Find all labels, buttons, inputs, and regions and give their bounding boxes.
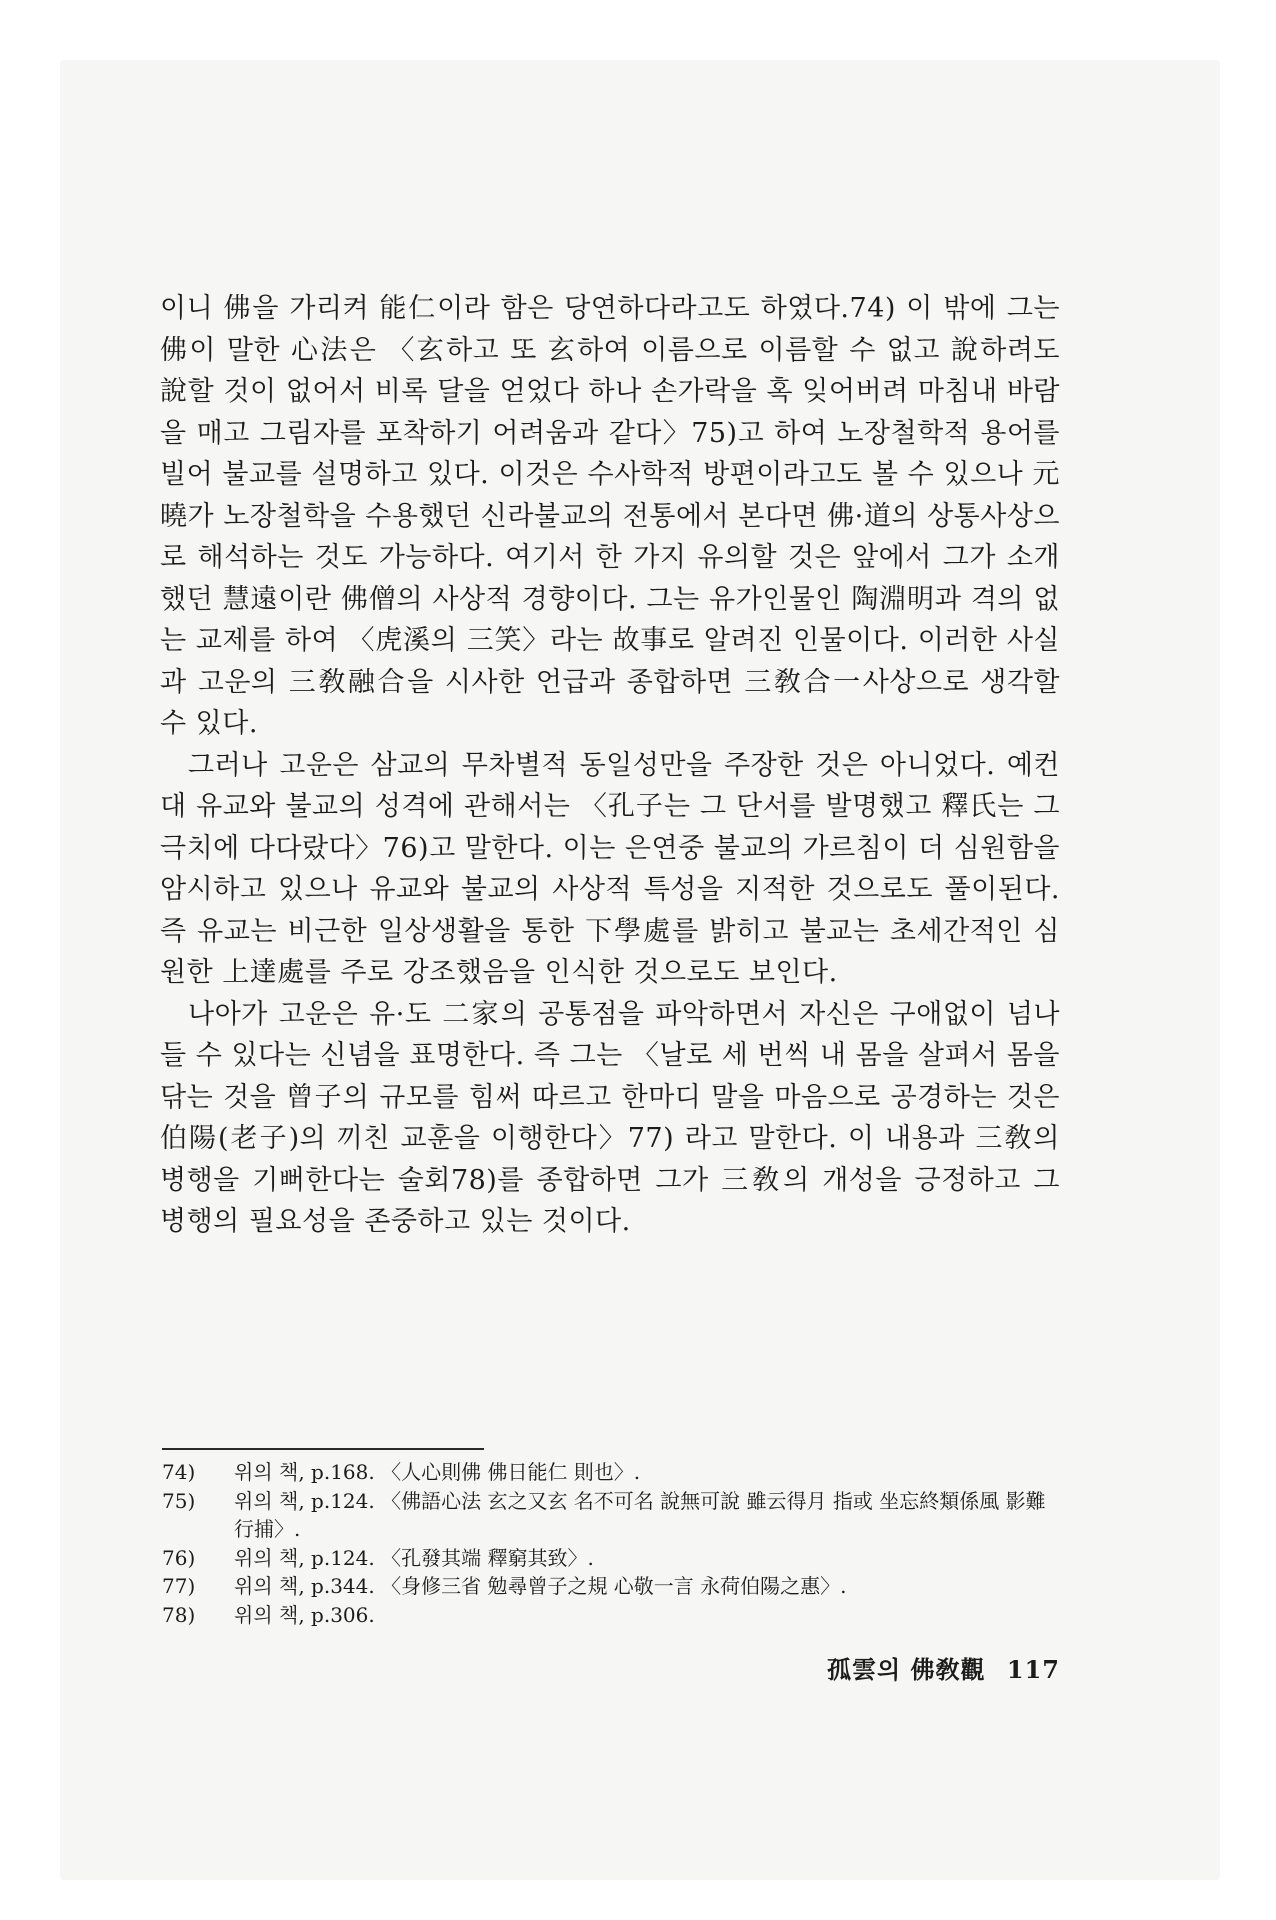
footnote-text: 위의 책, p.306. bbox=[234, 1602, 375, 1627]
paragraph: 나아가 고운은 유·도 二家의 공통점을 파악하면서 자신은 구애없이 넘나들 수 있다는 신념을 표명한다. 즉 그는 〈날로 세 번씩 내 몸을 살펴서 몸을 닦는 것을 曾子의 규모를 힘써 따르고 한마디 말을 마음으로 공경하는 것은 伯陽(老子)의 끼친 교훈을 이행한다〉77) 라고 말한다. 이 내용과 三敎의 병행을 기뻐한다는 술회78)를 종합하면 그가 三敎의 개성을 긍정하고 그 병행의 필요성을 존중하고 있는 것이다. bbox=[160, 998, 1060, 1237]
footnote-item bbox=[162, 1544, 1062, 1573]
footnote-divider bbox=[162, 1448, 484, 1450]
footnote-number: 77) bbox=[162, 1574, 196, 1598]
paragraph: 이니 佛을 가리켜 能仁이라 함은 당연하다라고도 하였다.74) 이 밖에 그는 佛이 말한 心法은 〈玄하고 또 玄하여 이름으로 이름할 수 없고 說하려도 說할 것이 없어서 비록 달을 얻었다 하나 손가락을 혹 잊어버려 마침내 바람을 매고 그림자를 포착하기 어려움과 같다〉75)고 하여 노장철학적 용어를 빌어 불교를 설명하고 있다. 이것은 수사학적 방편이라고도 볼 수 있으나 元曉가 노장철학을 수용했던 신라불교의 전통에서 본다면 佛·道의 상통사상으로 해석하는 것도 가능하다. 여기서 한 가지 유의할 것은 앞에서 그가 소개했던 慧遠이란 佛僧의 사상적 경향이다. 그는 유가인물인 陶淵明과 격의 없는 교제를 하여 〈虎溪의 三笑〉라는 故事로 알려진 인물이다. 이러한 사실과 고운의 三敎融合을 시사한 언급과 종합하면 三敎合一사상으로 생각할 수 있다. bbox=[160, 293, 1060, 739]
footnote-number: 75) bbox=[162, 1488, 196, 1513]
paragraph: 그러나 고운은 삼교의 무차별적 동일성만을 주장한 것은 아니었다. 예컨대 유교와 불교의 성격에 관해서는 〈孔子는 그 단서를 발명했고 釋氏는 그 극치에 다다랐다〉76)고 말한다. 이는 은연중 불교의 가르침이 더 심원함을 암시하고 있으나 유교와 불교의 사상적 특성을 지적한 것으로도 풀이된다. 즉 유교는 비근한 일상생활을 통한 下學處를 밝히고 불교는 초세간적인 심원한 上達處를 주로 강조했음을 인식한 것으로도 보인다. bbox=[160, 749, 1060, 988]
footnote-number: 78) bbox=[162, 1602, 196, 1627]
footnote-text: 위의 책, p.168. 〈人心則佛 佛日能仁 則也〉. bbox=[234, 1460, 641, 1484]
footnote-number: 76) bbox=[162, 1545, 196, 1570]
footnote-text: 위의 책, p.344. 〈身修三省 勉尋曾子之規 心敬一言 永荷伯陽之惠〉. bbox=[234, 1574, 847, 1598]
footnote-item bbox=[162, 1458, 1062, 1487]
footnote-item bbox=[162, 1572, 1062, 1601]
running-footer bbox=[760, 1650, 1060, 1685]
page-number: 117 bbox=[1006, 1655, 1060, 1684]
footnote-text: 위의 책, p.124. 〈佛語心法 玄之又玄 名不可名 說無可說 雖云得月 指或 坐忘終類係風 影難行捕〉. bbox=[234, 1488, 1046, 1541]
body-text bbox=[160, 288, 1060, 1243]
footnote-item bbox=[162, 1487, 1062, 1544]
footnote-number: 74) bbox=[162, 1460, 196, 1484]
running-title: 孤雲의 佛敎觀 bbox=[826, 1655, 986, 1684]
footnotes bbox=[162, 1458, 1062, 1629]
footnote-text: 위의 책, p.124. 〈孔發其端 釋窮其致〉. bbox=[234, 1545, 594, 1570]
footnote-item bbox=[162, 1601, 1062, 1630]
